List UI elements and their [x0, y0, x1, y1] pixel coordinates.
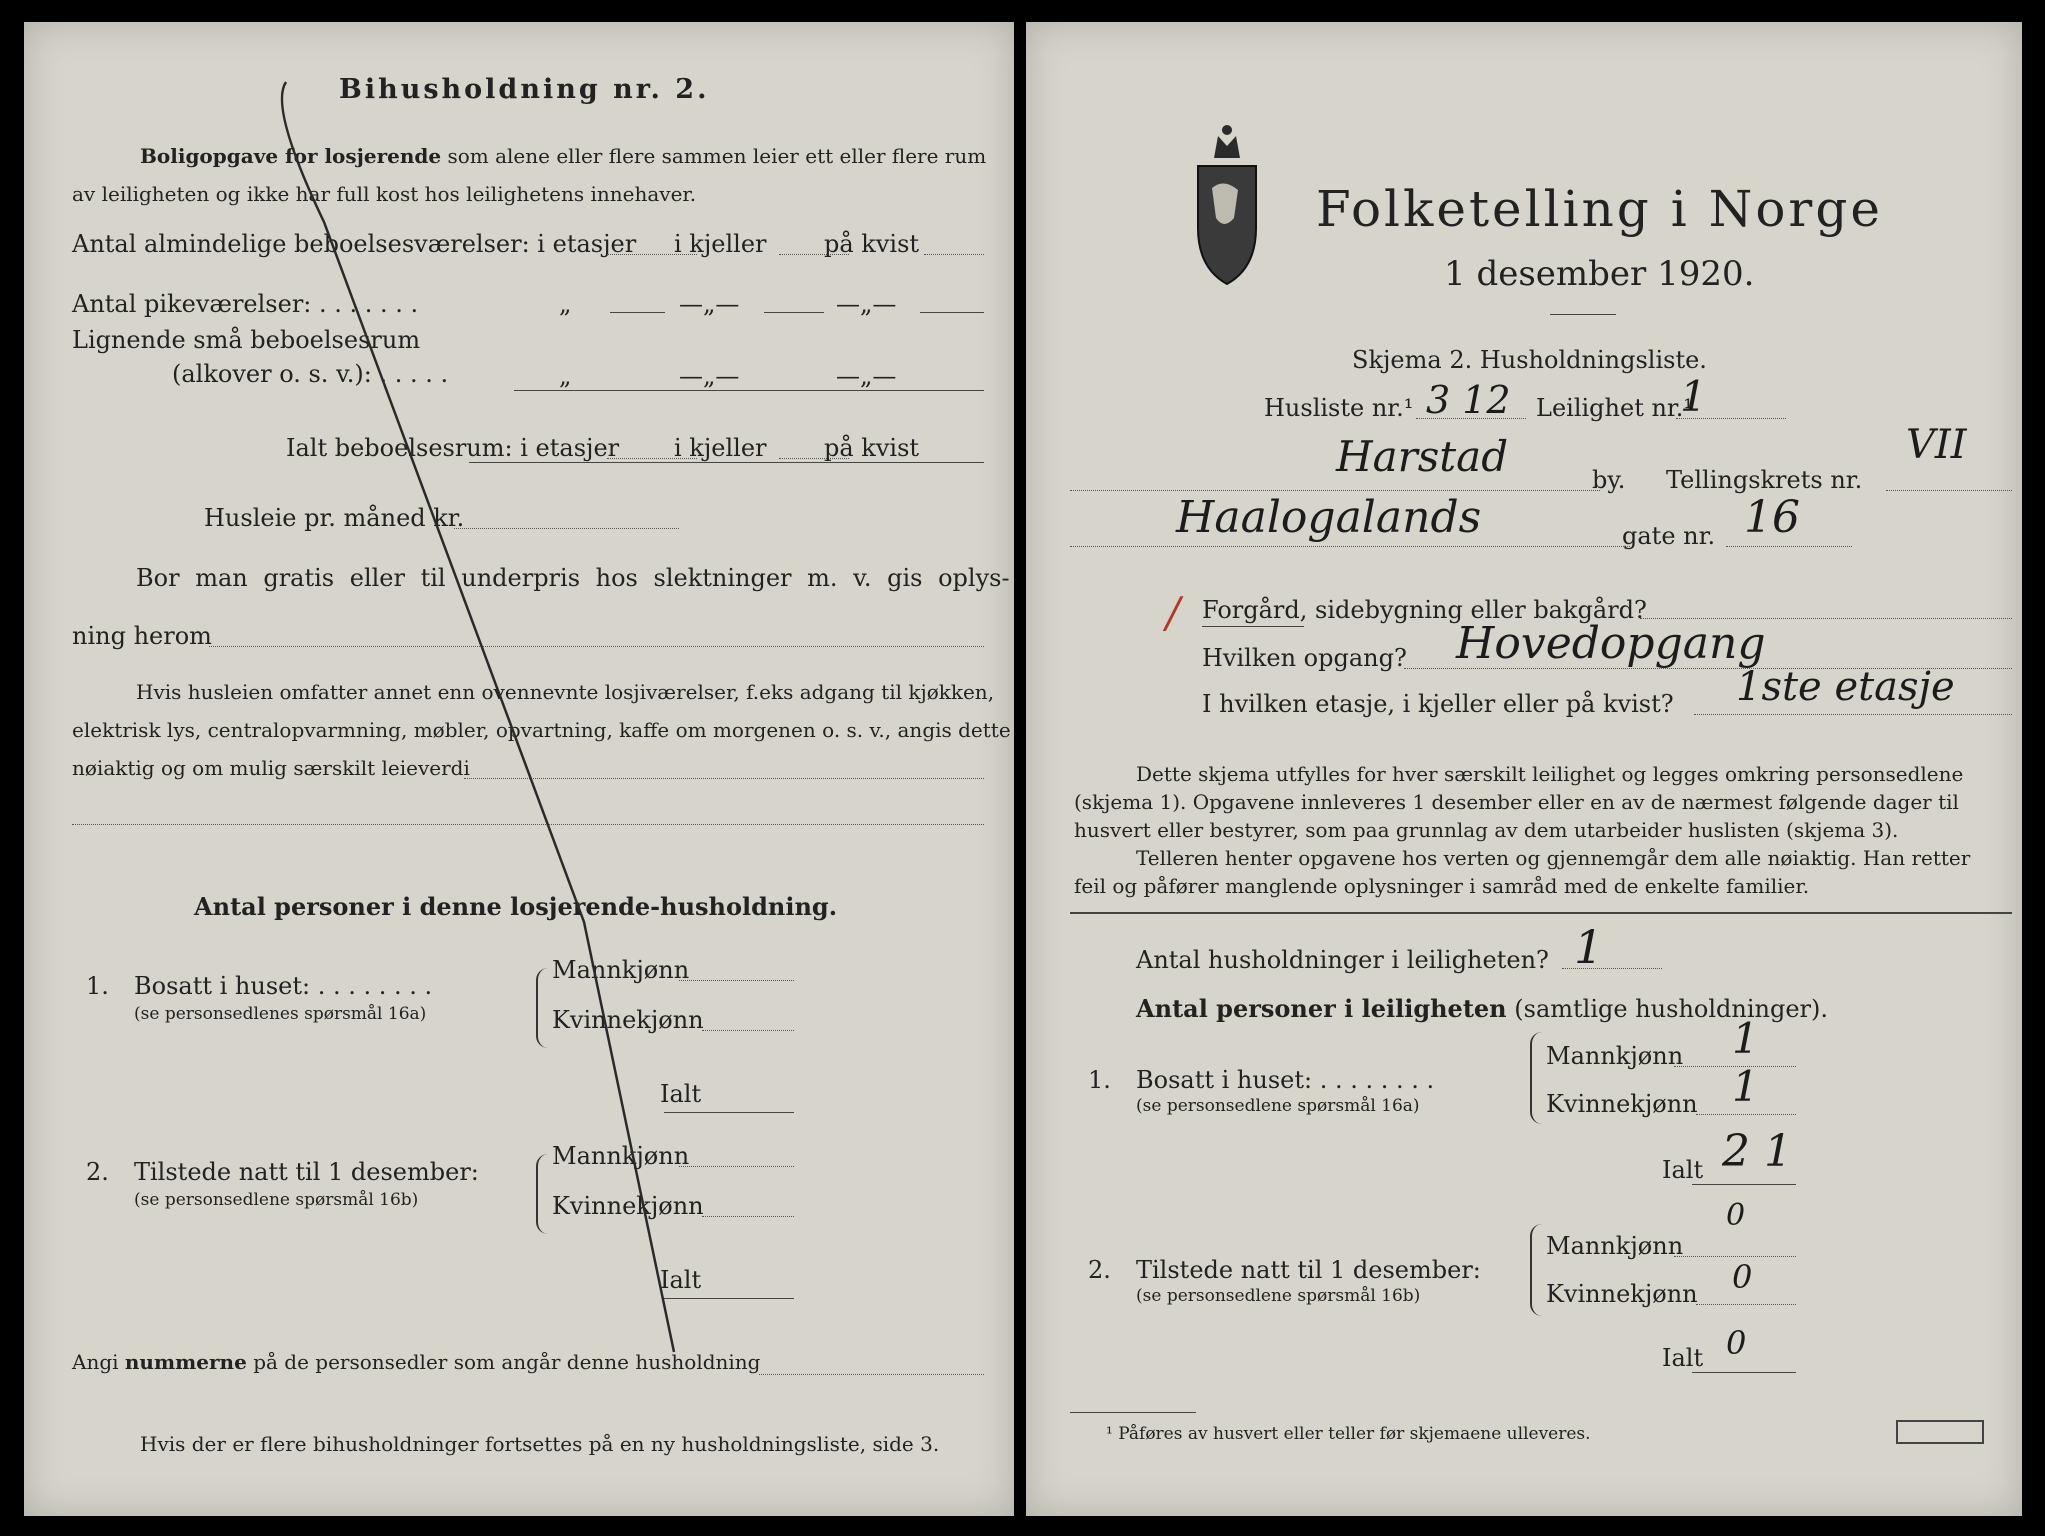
small-rooms-2: (alkover o. s. v.): . . . . . [172, 360, 449, 388]
ialt-rooms-label: Ialt beboelsesrum: i etasjer [286, 434, 620, 462]
info-line-4: Telleren henter opgavene hos verten og gjennemgår dem alle nøiaktig. Han retter [1136, 846, 1971, 870]
r-q2-ialt-field [1692, 1372, 1796, 1373]
pike-label: Antal pikeværelser: . . . . . . . [72, 290, 419, 318]
note-line-1: Hvis husleien omfatter annet enn ovennevnte losjiværelser, f.eks adgang til kjøkken, [136, 680, 995, 704]
rooms-kvist-label: på kvist [824, 230, 920, 258]
info-line-5: feil og påfører manglende oplysninger i samråd med de enkelte familier. [1074, 874, 1810, 898]
by-value[interactable]: Harstad [1336, 432, 1509, 481]
q1-ialt-label: Ialt [660, 1080, 702, 1108]
husliste-label: Husliste nr.¹ [1264, 394, 1414, 422]
krets-value[interactable]: VII [1906, 422, 1967, 468]
gratis-line-1: Bor man gratis eller til underpris hos slektninger m. v. gis oplys- [136, 564, 1010, 592]
r-q2-mann-label: Mannkjønn [1546, 1232, 1684, 1260]
q1-num: 1. [86, 972, 109, 1000]
forgard-mark: / [1166, 588, 1181, 637]
q1-sub: (se personsedlenes spørsmål 16a) [134, 1004, 427, 1024]
r-q2-brace [1530, 1224, 1542, 1316]
printer-stamp [1896, 1420, 1984, 1444]
r-q1-kvinne-value[interactable]: 1 [1732, 1062, 1759, 1111]
by-label: by. [1592, 466, 1626, 494]
left-title: Bihusholdning nr. 2. [339, 74, 710, 105]
r-q1-ialt-value[interactable]: 2 1 [1722, 1126, 1792, 1177]
etasje-value[interactable]: 1ste etasje [1736, 664, 1955, 710]
right-title: Folketelling i Norge [1316, 180, 1883, 238]
r-q1-correction: 0 [1726, 1198, 1746, 1233]
r-q2-kvinne-label: Kvinnekjønn [1546, 1280, 1698, 1308]
forgard-label[interactable]: Forgård, sidebygning eller bakgård? [1202, 596, 1647, 624]
opgang-value[interactable]: Hovedopgang [1456, 618, 1766, 669]
intro-rest: som alene eller flere sammen leier ett eller flere rum [447, 144, 987, 168]
pike-ditto-3: —„— [836, 290, 897, 318]
gate-nr-value[interactable]: 16 [1744, 492, 1800, 543]
r-q1-ialt-label: Ialt [1662, 1156, 1704, 1184]
r-q2-num: 2. [1088, 1256, 1111, 1284]
r-q2-kvinne-field [1696, 1304, 1796, 1305]
r-q1-kvinne-label: Kvinnekjønn [1546, 1090, 1698, 1118]
leilighet-label: Leilighet nr.¹ [1536, 394, 1694, 422]
r-q1-brace [1530, 1032, 1542, 1124]
forgard-underline [1202, 626, 1304, 627]
opgang-label: Hvilken opgang? [1202, 644, 1407, 672]
q2-num: 2. [86, 1158, 109, 1186]
r-q2-ialt-label: Ialt [1662, 1344, 1704, 1372]
footnote: ¹ Påføres av husvert eller teller før skjemaene ulleveres. [1106, 1424, 1591, 1444]
etasje-label: I hvilken etasje, i kjeller eller på kvist? [1202, 690, 1674, 718]
persons-rest: (samtlige husholdninger). [1514, 995, 1829, 1023]
pike-ditto-1: „ [559, 290, 572, 318]
intro-line-2: av leiligheten og ikke har full kost hos leilighetens innehaver. [72, 182, 697, 206]
small-rooms-1: Lignende små beboelsesrum [72, 326, 421, 354]
q1-kvinne-label: Kvinnekjønn [552, 1006, 704, 1034]
small-ditto-1: „ [559, 362, 572, 390]
angi-rest: på de personsedler som angår denne husholdning [253, 1350, 761, 1374]
info-line-3: husvert eller bestyrer, som paa grunnlag av dem utarbeider huslisten (skjema 3). [1074, 818, 1899, 842]
ialt-kjeller-label: i kjeller [674, 434, 767, 462]
leilighet-field [1676, 418, 1786, 419]
info-rule [1070, 912, 2012, 914]
gate-label: gate nr. [1622, 522, 1716, 550]
r-q2-label: Tilstede natt til 1 desember: [1136, 1256, 1481, 1284]
cancellation-stroke [24, 22, 1014, 1516]
info-line-1: Dette skjema utfylles for hver særskilt leilighet og legges omkring personsedlene [1136, 762, 1964, 786]
gate-value[interactable]: Haalogalands [1176, 492, 1482, 543]
q2-kvinne-label: Kvinnekjønn [552, 1192, 704, 1220]
angi-pre: Angi [72, 1350, 119, 1374]
q2-sub: (se personsedlene spørsmål 16b) [134, 1190, 419, 1210]
husliste-field [1416, 418, 1526, 419]
intro-bold: Boligopgave for losjerende [140, 144, 442, 168]
r-q1-label: Bosatt i huset: . . . . . . . . [1136, 1066, 1435, 1094]
rooms-label: Antal almindelige beboelsesværelser: i etasjer [72, 230, 637, 258]
pike-ditto-2: —„— [679, 290, 740, 318]
q2-label: Tilstede natt til 1 desember: [134, 1158, 479, 1186]
r-q1-mann-label: Mannkjønn [1546, 1042, 1684, 1070]
ialt-kvist-label: på kvist [824, 434, 920, 462]
r-q1-ialt-field [1692, 1184, 1796, 1185]
left-footer: Hvis der er flere bihusholdninger fortsettes på en ny husholdningsliste, side 3. [140, 1432, 940, 1456]
r-q2-ialt-value[interactable]: 0 [1726, 1324, 1747, 1362]
small-ditto-3: —„— [836, 362, 897, 390]
persons-bold: Antal personer i leiligheten [1136, 994, 1507, 1023]
gate-field [1070, 546, 1630, 547]
krets-field [1886, 490, 2012, 491]
note-line-3: nøiaktig og om mulig særskilt leieverdi [72, 756, 470, 780]
angi-bold: nummerne [124, 1350, 247, 1374]
gratis-line-2: ning herom [72, 622, 212, 650]
info-line-2: (skjema 1). Opgavene innleveres 1 desember eller en av de nærmest følgende dager til [1074, 790, 1959, 814]
r-q1-sub: (se personsedlene spørsmål 16a) [1136, 1096, 1420, 1116]
etasje-field [1694, 714, 2012, 715]
persons-heading: Antal personer i denne losjerende-husholdning. [194, 892, 838, 921]
r-q2-sub: (se personsedlene spørsmål 16b) [1136, 1286, 1421, 1306]
hush-field [1562, 968, 1662, 969]
right-date: 1 desember 1920. [1444, 254, 1755, 294]
r-q1-kvinne-field [1696, 1114, 1796, 1115]
leilighet-value[interactable]: 1 [1680, 372, 1707, 421]
q1-mann-label: Mannkjønn [552, 956, 690, 984]
rooms-kjeller-label: i kjeller [674, 230, 767, 258]
gate-nr-field [1726, 546, 1852, 547]
hush-value[interactable]: 1 [1574, 920, 1604, 974]
persons-line [1136, 994, 1828, 1023]
title-rule [1550, 314, 1616, 315]
note-line-2: elektrisk lys, centralopvarmning, møbler, opvartning, kaffe om morgenen o. s. v., angis dette [72, 718, 1011, 742]
coat-of-arms-icon [1194, 118, 1260, 288]
small-ditto-2: —„— [679, 362, 740, 390]
r-q2-mann-field[interactable] [1674, 1256, 1796, 1257]
r-q1-num: 1. [1088, 1066, 1111, 1094]
husliste-value[interactable]: 3 12 [1426, 378, 1511, 422]
r-q2-kvinne-value[interactable]: 0 [1732, 1258, 1753, 1296]
q2-mann-label: Mannkjønn [552, 1142, 690, 1170]
r-q1-mann-value[interactable]: 1 [1732, 1014, 1759, 1063]
q1-label: Bosatt i huset: . . . . . . . . [134, 972, 433, 1000]
left-page [24, 22, 1014, 1516]
krets-label: Tellingskrets nr. [1666, 466, 1863, 494]
right-page [1026, 22, 2022, 1516]
rent-label: Husleie pr. måned kr. [204, 504, 465, 532]
by-field [1070, 490, 1600, 491]
schema-label: Skjema 2. Husholdningsliste. [1352, 346, 1707, 374]
hush-label: Antal husholdninger i leiligheten? [1136, 946, 1549, 974]
footnote-rule [1070, 1412, 1196, 1413]
q2-ialt-label: Ialt [660, 1266, 702, 1294]
